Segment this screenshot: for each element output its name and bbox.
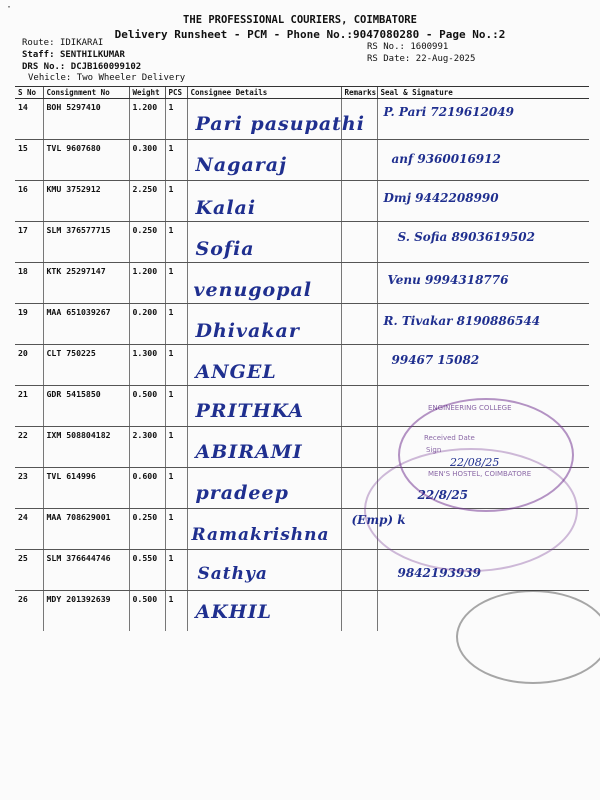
- cell-sno: 18: [15, 263, 43, 304]
- cell-pcs: 1: [165, 550, 187, 591]
- cell-signature: [377, 304, 589, 345]
- cell-consignment: SLM 376577715: [43, 222, 129, 263]
- cell-consignment: TVL 9607680: [43, 140, 129, 181]
- cell-pcs: 1: [165, 591, 187, 632]
- cell-sno: 15: [15, 140, 43, 181]
- cell-sno: 26: [18, 594, 28, 604]
- consignee-handwriting: Nagaraj: [195, 154, 287, 176]
- table-row: [15, 99, 589, 140]
- cell-consignment: KMU 3752912: [43, 181, 129, 222]
- cell-pcs: 1: [165, 99, 187, 140]
- consignee-handwriting: Dhivakar: [195, 320, 300, 342]
- cell-consignment: KTK 25297147: [43, 263, 129, 304]
- cell-signature: [377, 345, 589, 386]
- cell-consignment: BOH 5297410: [43, 99, 129, 140]
- drs-line: DRS No.: DCJB160099102: [22, 62, 142, 72]
- signature-handwriting: anf 9360016912: [391, 152, 501, 166]
- cell-remarks: [341, 263, 377, 304]
- cell-consignee: [187, 550, 341, 591]
- cell-pcs: 1: [165, 386, 187, 427]
- cell-remarks: [341, 181, 377, 222]
- side-stamp: [456, 590, 600, 684]
- signature-handwriting: 99467 15082: [391, 353, 480, 367]
- vehicle-value: Two Wheeler Delivery: [76, 73, 186, 83]
- cell-remarks: [341, 304, 377, 345]
- table-header-row: [15, 87, 589, 99]
- cell-sno: 24: [15, 509, 43, 550]
- consignee-handwriting: Sofia: [195, 238, 255, 260]
- cell-remarks: [341, 386, 377, 427]
- cell-consignee: [187, 304, 341, 345]
- signature-handwriting: P. Pari 7219612049: [383, 105, 514, 119]
- col-pcs: PCS: [165, 87, 187, 99]
- cell-consignee: [187, 140, 341, 181]
- cell-pcs: 1: [165, 468, 187, 509]
- stamp-college-text: ENGINEERING COLLEGE: [428, 404, 512, 412]
- cell-consignee: [187, 427, 341, 468]
- rs-no-value: 1600991: [410, 42, 449, 52]
- cell-pcs: 1: [165, 427, 187, 468]
- col-consignment: Consignment No: [43, 87, 129, 99]
- col-signature: Seal & Signature: [377, 87, 589, 99]
- table-row: [15, 304, 589, 345]
- consignee-handwriting: ABIRAMI: [195, 441, 303, 463]
- cell-sno: 20: [15, 345, 43, 386]
- cell-weight: 0.250: [129, 222, 165, 263]
- signature-handwriting: 9842193939: [397, 566, 481, 580]
- cell-consignment: MAA 651039267: [43, 304, 129, 345]
- signature-handwriting: 22/8/25: [417, 488, 469, 502]
- cell-remarks: [341, 222, 377, 263]
- cell-consignment: MAA 708629001: [43, 509, 129, 550]
- signature-handwriting: Dmj 9442208990: [383, 191, 499, 205]
- cell-sno: 14: [15, 99, 43, 140]
- cell-consignee: [187, 386, 341, 427]
- runsheet-subtitle: Delivery Runsheet - PCM - Phone No.:9047080280 - Page No.:2: [114, 28, 506, 41]
- consignee-handwriting: Ramakrishna: [191, 525, 330, 545]
- consignee-handwriting: ANGEL: [195, 361, 277, 383]
- cell-remarks: [341, 427, 377, 468]
- cell-signature: [377, 222, 589, 263]
- cell-consignee: [187, 181, 341, 222]
- cell-sno: 19: [15, 304, 43, 345]
- cell-consignment: IXM 508804182: [43, 427, 129, 468]
- cell-consignee: [187, 345, 341, 386]
- cell-consignment: GDR 5415850: [43, 386, 129, 427]
- stamp-received-date-label: Received Date: [424, 434, 475, 442]
- table-row: [15, 222, 589, 263]
- consignee-handwriting: venugopal: [193, 279, 313, 301]
- cell-consignment: SLM 376644746: [43, 550, 129, 591]
- cell-sno: 23: [15, 468, 43, 509]
- consignee-handwriting: Pari pasupathi: [195, 113, 365, 135]
- cell-consignee: [187, 263, 341, 304]
- signature-handwriting: R. Tivakar 8190886544: [383, 314, 541, 328]
- cell-signature: [377, 181, 589, 222]
- cell-weight: 0.250: [129, 509, 165, 550]
- cell-consignee: [187, 99, 365, 140]
- cell-remarks: [341, 591, 377, 632]
- col-sno: S No: [15, 87, 43, 99]
- cell-signature: [377, 99, 589, 140]
- cell-consignee: [187, 509, 341, 550]
- cell-remarks: [341, 99, 377, 140]
- consignee-handwriting: AKHIL: [195, 601, 272, 623]
- drs-value: DCJB160099102: [70, 62, 142, 72]
- cell-remarks: [341, 140, 377, 181]
- cell-consignee: [187, 222, 341, 263]
- cell-consignee: [187, 591, 341, 632]
- vehicle-line: Vehicle: Two Wheeler Delivery: [28, 73, 186, 83]
- cell-sno: 25: [15, 550, 43, 591]
- table-row: [15, 140, 589, 181]
- cell-pcs: 1: [165, 304, 187, 345]
- cell-pcs: 1: [165, 140, 187, 181]
- col-consignee: Consignee Details: [187, 87, 341, 99]
- table-row: [15, 181, 589, 222]
- cell-pcs: 1: [165, 222, 187, 263]
- signature-handwriting: S. Sofia 8903619502: [397, 230, 535, 244]
- cell-pcs: 1: [165, 509, 187, 550]
- route-line: Route: IDIKARAI: [22, 38, 104, 48]
- table-row: [15, 345, 589, 386]
- consignee-handwriting: Sathya: [197, 564, 268, 584]
- staff-value: SENTHILKUMAR: [59, 50, 125, 60]
- cell-pcs: 1: [165, 263, 187, 304]
- stamp-sign-label: Sign: [426, 446, 442, 454]
- cell-weight: 0.500: [129, 386, 165, 427]
- cell-weight: 2.250: [129, 181, 165, 222]
- cell-weight: 1.200: [129, 99, 165, 140]
- cell-weight: 0.600: [129, 468, 165, 509]
- signature-handwriting: Venu 9994318776: [387, 273, 509, 287]
- table-row: [15, 263, 589, 304]
- consignee-handwriting: Kalai: [195, 197, 257, 219]
- cell-pcs: 1: [165, 181, 187, 222]
- consignee-handwriting: PRITHKA: [195, 400, 305, 422]
- rs-date-value: 22-Aug-2025: [415, 54, 476, 64]
- cell-consignment: MDY 201392639: [43, 591, 129, 632]
- cell-weight: 0.500: [129, 591, 165, 632]
- cell-weight: 1.200: [129, 263, 165, 304]
- cell-pcs: 1: [165, 345, 187, 386]
- cell-sno: 16: [15, 181, 43, 222]
- cell-consignee: [187, 468, 341, 509]
- cell-weight: 2.300: [129, 427, 165, 468]
- rs-no-line: RS No.: 1600991: [367, 42, 449, 52]
- cell-weight: 0.300: [129, 140, 165, 181]
- corner-mark: ·: [6, 2, 13, 13]
- cell-remarks: [341, 345, 377, 386]
- route-value: IDIKARAI: [59, 38, 104, 48]
- cell-consignment: TVL 614996: [43, 468, 129, 509]
- cell-consignment: CLT 750225: [43, 345, 129, 386]
- cell-sno: 17: [15, 222, 43, 263]
- consignee-handwriting: pradeep: [195, 482, 289, 504]
- cell-weight: 0.550: [129, 550, 165, 591]
- cell-remarks: [341, 550, 377, 591]
- cell-sno: 22: [15, 427, 43, 468]
- cell-weight: 1.300: [129, 345, 165, 386]
- cell-signature: [377, 263, 589, 304]
- company-title: THE PROFESSIONAL COURIERS, COIMBATORE: [183, 14, 417, 26]
- cell-weight: 0.200: [129, 304, 165, 345]
- cell-signature: [377, 140, 589, 181]
- cell-sno: 21: [15, 386, 43, 427]
- stamp-date-handwritten: 22/08/25: [450, 456, 500, 469]
- signature-handwriting: (Emp) k: [351, 513, 406, 527]
- col-weight: Weight: [129, 87, 165, 99]
- stamp-hostel-text: MEN'S HOSTEL, COIMBATORE: [428, 470, 532, 478]
- rs-date-line: RS Date: 22-Aug-2025: [367, 54, 476, 64]
- staff-line: Staff: SENTHILKUMAR: [22, 50, 125, 60]
- col-remarks: Remarks: [341, 87, 377, 99]
